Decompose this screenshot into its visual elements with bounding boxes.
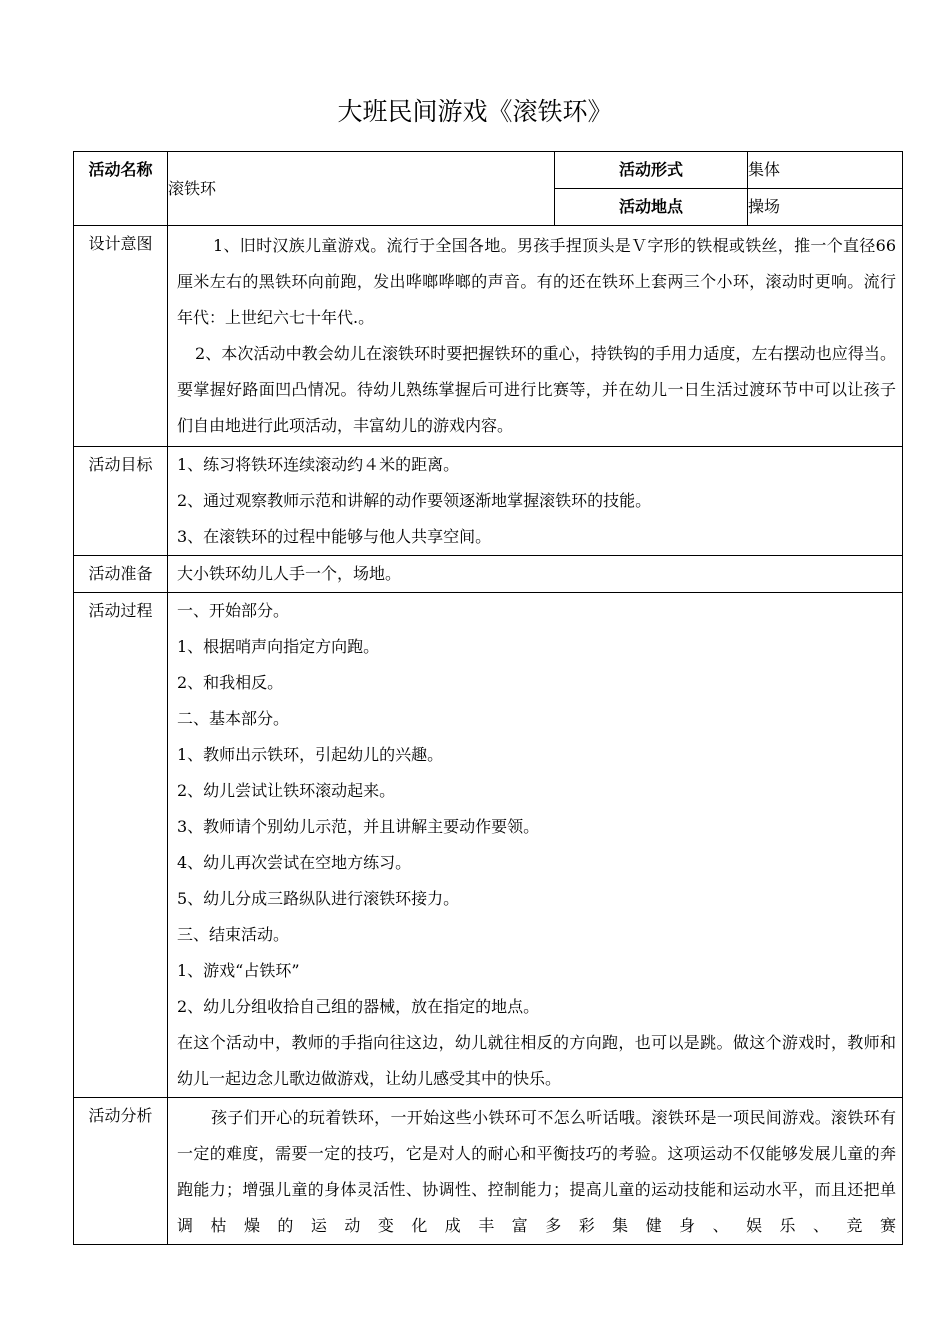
process-line-8: 4、幼儿再次尝试在空地方练习。 (177, 853, 412, 872)
analysis-content (168, 1098, 903, 1245)
activity-form-value: 集体 (748, 152, 903, 189)
goals-content (168, 447, 903, 556)
process-closing: 在这个活动中，教师的手指向往这边，幼儿就往相反的方向跑，也可以是跳。做这个游戏时，教师和幼儿一起边念儿歌边做游戏，让幼儿感受其中的快乐。 (177, 1033, 896, 1088)
activity-plan-table (73, 151, 903, 1245)
process-line-3: 2、和我相反。 (177, 673, 284, 692)
prep-row (74, 556, 903, 593)
design-paragraph-1: 1、旧时汉族儿童游戏。流行于全国各地。男孩手捏顶头是Ｖ字形的铁棍或铁丝，推一个直径66厘米左右的黑铁环向前跑，发出哗啷哗啷的声音。有的还在铁环上套两三个小环，滚动时更响。流行年代：上世纪六七十年代.。 (177, 236, 896, 327)
goal-item-2: 2、通过观察教师示范和讲解的动作要领逐渐地掌握滚铁环的技能。 (177, 491, 652, 510)
process-line-7: 3、教师请个别幼儿示范，并且讲解主要动作要领。 (177, 817, 540, 836)
design-row (74, 226, 903, 447)
process-label: 活动过程 (74, 593, 168, 1098)
process-line-9: 5、幼儿分成三路纵队进行滚铁环接力。 (177, 889, 460, 908)
process-line-6: 2、幼儿尝试让铁环滚动起来。 (177, 781, 396, 800)
process-line-12: 2、幼儿分组收拾自己组的器械，放在指定的地点。 (177, 997, 540, 1016)
goals-row (74, 447, 903, 556)
prep-content (168, 556, 903, 593)
activity-name-value: 滚铁环 (168, 152, 555, 226)
prep-label: 活动准备 (74, 556, 168, 593)
process-line-5: 1、教师出示铁环，引起幼儿的兴趣。 (177, 745, 444, 764)
process-line-1: 一、开始部分。 (177, 601, 290, 620)
analysis-row (74, 1098, 903, 1245)
activity-name-label: 活动名称 (74, 152, 168, 226)
process-content (168, 593, 903, 1098)
process-line-2: 1、根据哨声向指定方向跑。 (177, 637, 380, 656)
prep-value: 大小铁环幼儿人手一个，场地。 (177, 564, 402, 583)
design-intent-content (168, 226, 903, 447)
analysis-text: 孩子们开心的玩着铁环，一开始这些小铁环可不怎么听话哦。滚铁环是一项民间游戏。滚铁环有一定的难度，需要一定的技巧，它是对人的耐心和平衡技巧的考验。这项运动不仅能够发展儿童的奔跑能力；增强儿童的身体灵活性、协调性、控制能力；提高儿童的运动技能和运动水平，而且还把单调枯燥的运动变化成丰富多彩集健身、娱乐、竞赛 (177, 1108, 896, 1235)
process-line-10: 三、结束活动。 (177, 925, 290, 944)
activity-place-label: 活动地点 (555, 189, 748, 226)
page-title: 大班民间游戏《滚铁环》 (337, 97, 613, 126)
activity-place-value: 操场 (748, 189, 903, 226)
analysis-label: 活动分析 (74, 1098, 168, 1245)
design-paragraph-2: 2、本次活动中教会幼儿在滚铁环时要把握铁环的重心，持铁钩的手用力适度，左右摆动也应得当。要掌握好路面凹凸情况。待幼儿熟练掌握后可进行比赛等，并在幼儿一日生活过渡环节中可以让孩子们自由地进行此项活动，丰富幼儿的游戏内容。 (177, 344, 896, 435)
goal-item-1: 1、练习将铁环连续滚动约４米的距离。 (177, 455, 460, 474)
design-intent-label: 设计意图 (74, 226, 168, 447)
process-line-4: 二、基本部分。 (177, 709, 290, 728)
header-row-1 (74, 152, 903, 189)
goals-label: 活动目标 (74, 447, 168, 556)
process-line-11: 1、游戏“占铁环” (177, 961, 300, 980)
activity-form-label: 活动形式 (555, 152, 748, 189)
process-row (74, 593, 903, 1098)
goal-item-3: 3、在滚铁环的过程中能够与他人共享空间。 (177, 527, 492, 546)
